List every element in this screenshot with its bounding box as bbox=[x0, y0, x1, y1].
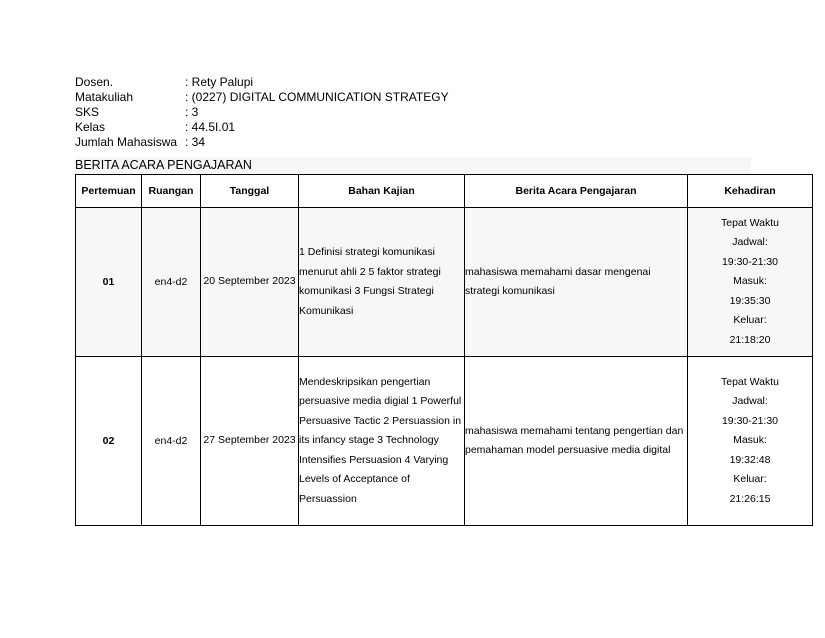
column-header-ruangan: Ruangan bbox=[142, 175, 201, 208]
info-value: : 44.5I.01 bbox=[185, 120, 236, 134]
cell-berita-acara: mahasiswa memahami tentang pengertian dan pemahaman model persuasive media digital bbox=[465, 357, 688, 526]
cell-kehadiran bbox=[688, 208, 813, 357]
cell-bahan-kajian: 1 Definisi strategi komunikasi menurut ahli 2 5 faktor strategi komunikasi 3 Fungsi Strategi Komunikasi bbox=[299, 208, 465, 357]
info-value: : 34 bbox=[185, 135, 206, 149]
column-header-berita-acara: Berita Acara Pengajaran bbox=[465, 175, 688, 208]
check-in-time: 19:32:48 bbox=[729, 453, 771, 466]
table-row bbox=[76, 208, 813, 357]
table-header-row bbox=[76, 175, 813, 208]
info-row-kelas bbox=[75, 120, 449, 135]
table-row bbox=[76, 357, 813, 526]
info-label: Dosen. bbox=[75, 75, 114, 89]
info-value: : 3 bbox=[185, 105, 199, 119]
attendance-status: Tepat Waktu bbox=[721, 375, 779, 388]
column-header-pertemuan: Pertemuan bbox=[76, 175, 142, 208]
check-in-label: Masuk: bbox=[733, 275, 767, 288]
cell-tanggal: 20 September 2023 bbox=[201, 208, 299, 357]
schedule-label: Jadwal: bbox=[732, 395, 768, 408]
cell-berita-acara: mahasiswa memahami dasar mengenai strategi komunikasi bbox=[465, 208, 688, 357]
section-title: BERITA ACARA PENGAJARAN bbox=[75, 157, 751, 174]
column-header-tanggal: Tanggal bbox=[201, 175, 299, 208]
info-label: Matakuliah bbox=[75, 90, 134, 104]
check-out-label: Keluar: bbox=[733, 473, 767, 486]
column-header-kehadiran: Kehadiran bbox=[688, 175, 813, 208]
info-label: Jumlah Mahasiswa bbox=[75, 135, 178, 149]
info-label: Kelas bbox=[75, 120, 106, 134]
info-value: : (0227) DIGITAL COMMUNICATION STRATEGY bbox=[185, 90, 449, 104]
check-out-label: Keluar: bbox=[733, 314, 767, 327]
cell-kehadiran bbox=[688, 357, 813, 526]
cell-bahan-kajian: Mendeskripsikan pengertian persuasive media digial 1 Powerful Persuasive Tactic 2 Persuassion in its infancy stage 3 Technology Intensifies Persuasion 4 Varying Levels of Acceptance of Persuassion bbox=[299, 357, 465, 526]
cell-pertemuan: 02 bbox=[76, 357, 142, 526]
cell-ruangan: en4-d2 bbox=[142, 357, 201, 526]
cell-tanggal: 27 September 2023 bbox=[201, 357, 299, 526]
schedule-time: 19:30-21:30 bbox=[721, 255, 779, 268]
attendance-status: Tepat Waktu bbox=[721, 216, 779, 229]
column-header-bahan-kajian: Bahan Kajian bbox=[299, 175, 465, 208]
schedule-time: 19:30-21:30 bbox=[721, 414, 779, 427]
check-out-time: 21:18:20 bbox=[729, 333, 771, 346]
course-info bbox=[75, 75, 449, 150]
info-row-matakuliah bbox=[75, 90, 449, 105]
check-in-time: 19:35:30 bbox=[729, 294, 771, 307]
check-out-time: 21:26:15 bbox=[729, 492, 771, 505]
check-in-label: Masuk: bbox=[733, 434, 767, 447]
cell-pertemuan: 01 bbox=[76, 208, 142, 357]
info-row-dosen bbox=[75, 75, 449, 90]
info-label: SKS bbox=[75, 105, 100, 119]
schedule-label: Jadwal: bbox=[732, 236, 768, 249]
info-row-sks bbox=[75, 105, 449, 120]
info-value: : Rety Palupi bbox=[185, 75, 254, 89]
cell-ruangan: en4-d2 bbox=[142, 208, 201, 357]
info-row-jumlah-mahasiswa bbox=[75, 135, 449, 150]
teaching-record-table bbox=[75, 174, 813, 526]
